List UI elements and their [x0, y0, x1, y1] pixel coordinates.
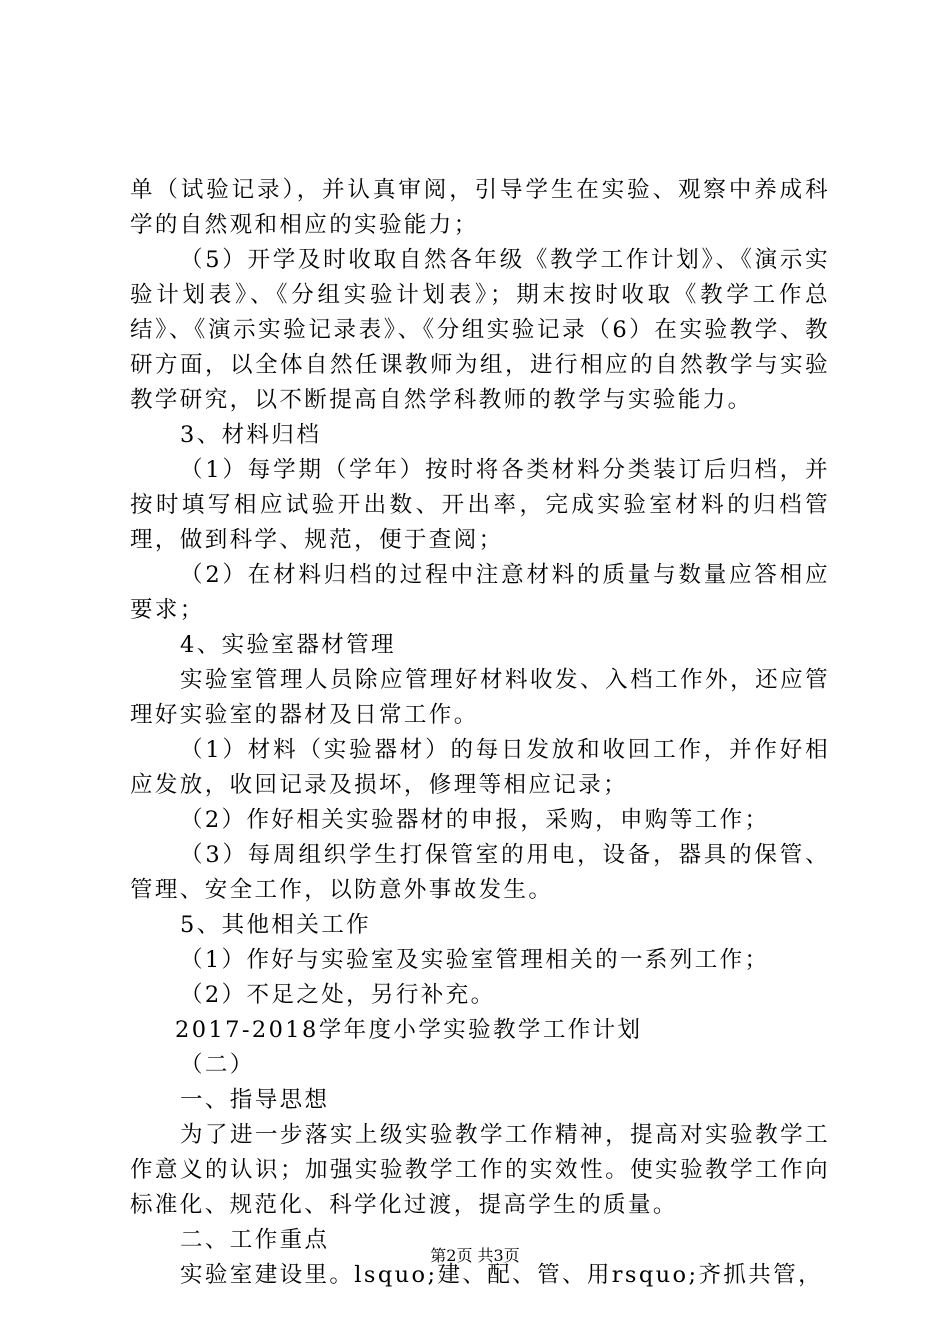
section-heading: 一、指导思想: [180, 1087, 330, 1113]
paragraph: 实验室建设里。lsquo;建、配、管、用rsquo;齐抓共管，: [180, 1262, 823, 1288]
paragraph: 实验室管理人员除应管理好材料收发、入档工作外，还应管理好实验室的器材及日常工作。: [130, 667, 830, 728]
section-heading: 5、其他相关工作: [180, 912, 372, 938]
paragraph: （5）开学及时收取自然各年级《教学工作计划》、《演示实验计划表》、《分组实验计划表》；期末按时收取《教学工作总结》、《演示实验记录表》、《分组实验记录（6）在实验教学、教研方面，以全体自然任课教师为组，进行相应的自然教学与实验教学研究，以不断提高自然学科教师的教学与实验能力。: [130, 247, 830, 413]
section-heading: 3、材料归档: [180, 422, 322, 448]
paragraph: （1）作好与实验室及实验室管理相关的一系列工作；: [180, 947, 770, 973]
section-heading: 4、实验室器材管理: [180, 632, 396, 658]
paragraph: （2）在材料归档的过程中注意材料的质量与数量应答相应要求；: [130, 562, 830, 623]
paragraph: 为了进一步落实上级实验教学工作精神，提高对实验教学工作意义的认识；加强实验教学工作的实效性。使实验教学工作向标准化、规范化、科学化过渡，提高学生的质量。: [130, 1122, 830, 1218]
document-body: [130, 173, 830, 1293]
section-heading: 二、工作重点: [180, 1227, 330, 1253]
paragraph: （2）作好相关实验器材的申报，采购，申购等工作；: [180, 807, 770, 833]
document-subtitle: （二）: [180, 1052, 255, 1078]
page-number: 第2页 共3页: [430, 1246, 520, 1265]
paragraph: （3）每周组织学生打保管室的用电，设备，器具的保管、管理、安全工作，以防意外事故发生。: [130, 842, 830, 903]
page-footer: [0, 1243, 950, 1266]
paragraph: （1）材料（实验器材）的每日发放和收回工作，并作好相应发放，收回记录及损坏，修理等相应记录；: [130, 737, 830, 798]
paragraph: （2）不足之处，另行补充。: [180, 982, 496, 1008]
paragraph: 单（试验记录），并认真审阅，引导学生在实验、观察中养成科学的自然观和相应的实验能力；: [130, 177, 830, 238]
paragraph: （1）每学期（学年）按时将各类材料分类装订后归档，并按时填写相应试验开出数、开出率，完成实验室材料的归档管理，做到科学、规范，便于查阅；: [130, 457, 830, 553]
document-title: 2017-2018学年度小学实验教学工作计划: [175, 1017, 643, 1043]
